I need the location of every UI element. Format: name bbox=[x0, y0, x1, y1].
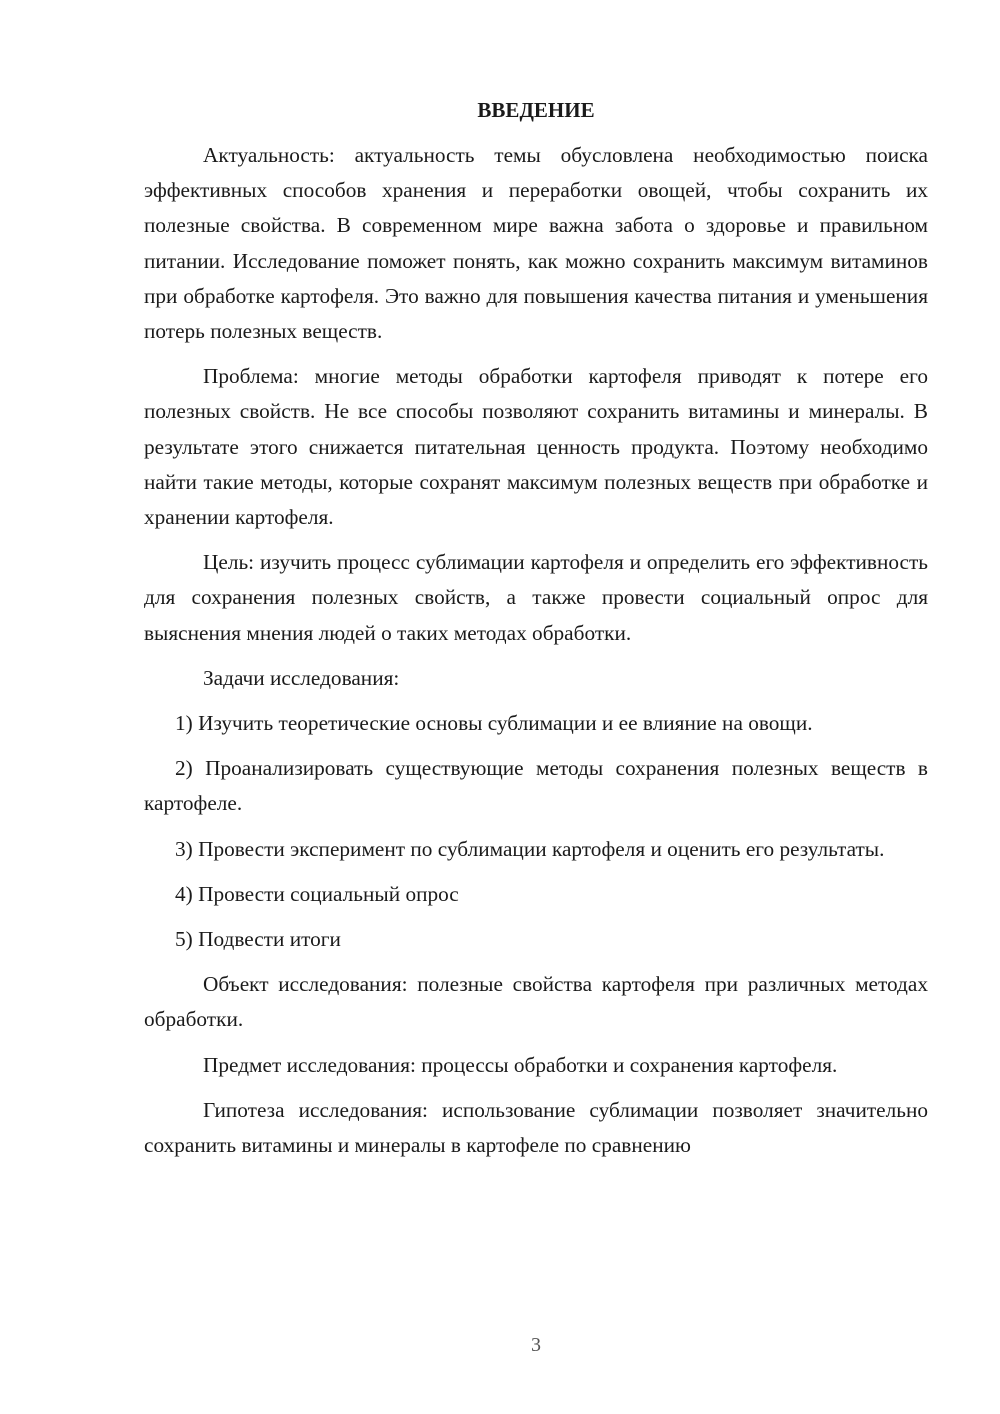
document-page bbox=[144, 95, 928, 1173]
task-item: 1) Изучить теоретические основы сублимации и ее влияние на овощи. bbox=[175, 711, 813, 736]
relevance-paragraph: Актуальность: актуальность темы обусловлена необходимостью поиска эффективных способов хранения и переработки овощей, чтобы сохранить их полезные свойства. В современном мире важна забота о здоровье и правильном питании. Исследование поможет понять, как можно сохранить максимум витаминов при обработке картофеля. Это важно для повышения качества питания и уменьшения потерь полезных веществ. bbox=[144, 143, 928, 344]
tasks-heading: Задачи исследования: bbox=[203, 665, 400, 690]
task-item: 5) Подвести итоги bbox=[175, 927, 341, 952]
document-title: ВВЕДЕНИЕ bbox=[477, 98, 595, 122]
page-number: 3 bbox=[531, 1334, 541, 1356]
task-item: 3) Провести эксперимент по сублимации картофеля и оценить его результаты. bbox=[175, 836, 885, 861]
problem-paragraph: Проблема: многие методы обработки картофеля приводят к потере его полезных свойств. Не все способы позволяют сохранить витамины и минералы. В результате этого снижается питательная ценность продукта. Поэтому необходимо найти такие методы, которые сохранят максимум полезных веществ при обработке и хранении картофеля. bbox=[144, 364, 928, 530]
task-item: 2) Проанализировать существующие методы сохранения полезных веществ в картофеле. bbox=[144, 756, 928, 816]
object-paragraph: Объект исследования: полезные свойства картофеля при различных методах обработки. bbox=[144, 972, 928, 1032]
task-item: 4) Провести социальный опрос bbox=[175, 881, 459, 906]
hypothesis-paragraph: Гипотеза исследования: использование сублимации позволяет значительно сохранить витамины и минералы в картофеле по сравнению bbox=[144, 1097, 928, 1158]
goal-paragraph: Цель: изучить процесс сублимации картофеля и определить его эффективность для сохранения полезных свойств, а также провести социальный опрос для выяснения мнения людей о таких методах обработки. bbox=[144, 550, 928, 645]
subject-paragraph: Предмет исследования: процессы обработки и сохранения картофеля. bbox=[203, 1052, 838, 1077]
